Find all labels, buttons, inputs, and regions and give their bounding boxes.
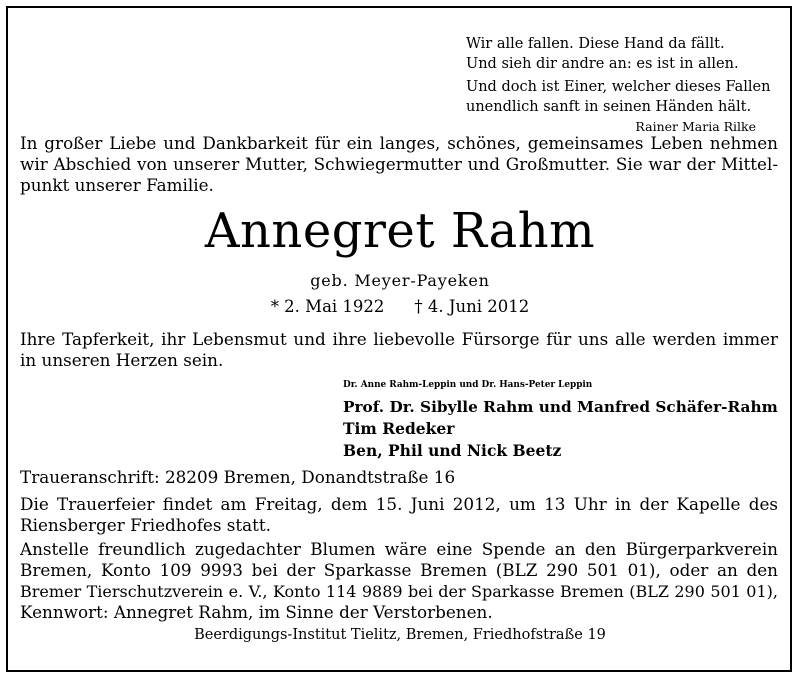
signer: Tim Redeker — [343, 419, 455, 438]
death-date: † 4. Juni 2012 — [414, 297, 530, 316]
intro-paragraph — [20, 133, 778, 196]
poem-line: Und doch ist Einer, welcher dieses Fallen — [466, 79, 771, 95]
ceremony-paragraph — [20, 494, 778, 536]
intro-line: wir Abschied von unserer Mutter, Schwiegermutter und Großmutter. Sie war der Mittel- — [20, 154, 778, 174]
donation-line: Anstelle freundlich zugedachter Blumen wäre eine Spende an den Bürgerparkverein — [20, 539, 778, 559]
birth-name: geb. Meyer-Payeken — [310, 271, 490, 290]
donation-line: Bremen, Konto 109 9993 bei der Sparkasse Bremen (BLZ 290 501 01), oder an den — [20, 560, 778, 580]
signers-list — [343, 375, 778, 461]
life-dates — [0, 297, 800, 316]
intro-line: punkt unserer Familie. — [20, 175, 214, 195]
funeral-home: Beerdigungs-Institut Tielitz, Bremen, Friedhofstraße 19 — [194, 627, 606, 643]
tribute-line: in unseren Herzen sein. — [20, 350, 224, 370]
rilke-poem — [466, 35, 771, 135]
donation-line: Bremer Tierschutzverein e. V., Konto 114 9889 bei der Sparkasse Bremen (BLZ 290 501 01), — [20, 582, 778, 601]
poem-line: Und sieh dir andre an: es ist in allen. — [466, 55, 739, 72]
signer: Dr. Anne Rahm-Leppin und Dr. Hans-Peter Leppin — [343, 380, 593, 390]
deceased-name: Annegret Rahm — [204, 203, 596, 259]
ceremony-line: Die Trauerfeier findet am Freitag, dem 15. Juni 2012, um 13 Uhr in der Kapelle des — [20, 494, 778, 514]
poem-author: Rainer Maria Rilke — [635, 119, 756, 134]
birth-date: * 2. Mai 1922 — [270, 297, 385, 316]
donation-line: Kennwort: Annegret Rahm, im Sinne der Verstorbenen. — [20, 602, 493, 622]
ceremony-line: Riensberger Friedhofes statt. — [20, 515, 271, 535]
intro-line: In großer Liebe und Dankbarkeit für ein langes, schönes, gemeinsames Leben nehmen — [20, 133, 778, 153]
mourning-address: Traueranschrift: 28209 Bremen, Donandtstraße 16 — [20, 467, 456, 487]
signer: Ben, Phil und Nick Beetz — [343, 440, 562, 460]
poem-line: Wir alle fallen. Diese Hand da fällt. — [466, 36, 725, 52]
tribute-line: Ihre Tapferkeit, ihr Lebensmut und ihre liebevolle Fürsorge für uns alle werden immer — [20, 329, 778, 349]
tribute-paragraph — [20, 329, 778, 371]
signer: Prof. Dr. Sibylle Rahm und Manfred Schäfer-Rahm — [343, 397, 778, 416]
poem-line: unendlich sanft in seinen Händen hält. — [466, 98, 752, 115]
donation-paragraph — [20, 539, 778, 623]
